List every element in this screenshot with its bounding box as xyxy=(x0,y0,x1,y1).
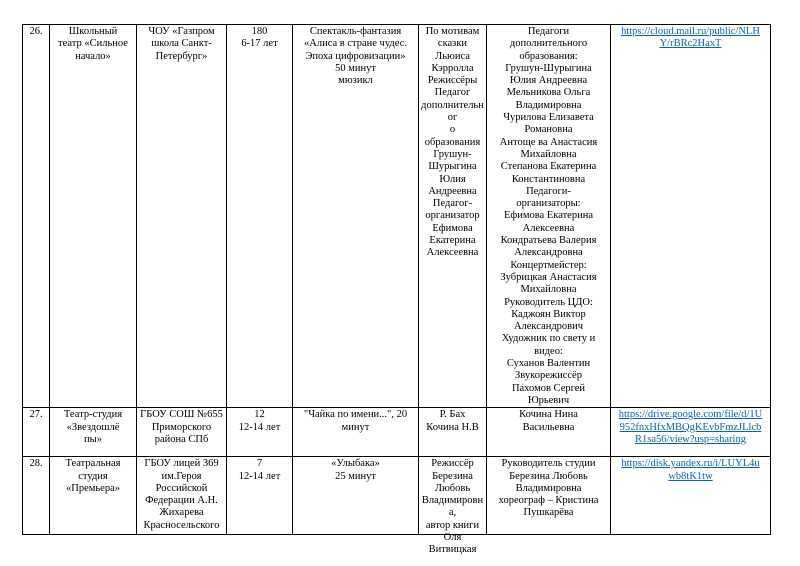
row-number: 26. xyxy=(23,25,50,408)
performance: "Чайка по имени...", 20 минут xyxy=(293,408,419,457)
video-link[interactable]: https://disk.yandex.ru/i/LUYL4u wb8tK1tw xyxy=(621,458,760,482)
creative-team: Педагоги дополнительного образования: Грушун-Шурыгина Юлия Андреевна Мельникова Ольга Владимировна Чурилова Елизавета Романовна Антоще ва Анастасия Михайловна Степанова Екатерина Константиновна Педагоги- организаторы: Ефимова Екатерина Алексеевна Кондратьева Валерия Александровна Концертмейстер: Зубрицкая Анастасия Михайловна Руководитель ЦДО: Каджоян Виктор Александрович Художник по свету и видео: Суханов Валентин Звукорежиссёр Пахомов Сергей Юрьевич xyxy=(487,25,611,408)
participants-table xyxy=(22,24,771,556)
participants-count: 7 12-14 лет xyxy=(227,457,293,535)
video-link-cell xyxy=(611,457,771,535)
authors-directors: Р. Бах Кочина Н.В xyxy=(419,408,487,457)
video-link-cell xyxy=(611,25,771,408)
creative-team: Кочина Нина Васильевна xyxy=(487,408,611,457)
video-link-cell xyxy=(611,408,771,457)
row-number: 28. xyxy=(23,457,50,535)
table-row xyxy=(23,457,771,535)
participants-count: 12 12-14 лет xyxy=(227,408,293,457)
theatre-name: Театральная студия «Премьера» xyxy=(50,457,137,535)
participants-count: 180 6-17 лет xyxy=(227,25,293,408)
organization: ЧОУ «Газпром школа Санкт- Петербург» xyxy=(137,25,227,408)
row-number: 27. xyxy=(23,408,50,457)
theatre-name: Театр-студия «Звездошлё пы» xyxy=(50,408,137,457)
video-link[interactable]: https://cloud.mail.ru/public/NLH Y/rBRc2HaxT xyxy=(621,26,760,50)
theatre-name: Школьный театр «Сильное начало» xyxy=(50,25,137,408)
video-link[interactable]: https://drive.google.com/file/d/1U 952fnxHfxMBQgKEvbFmzJLlcb R1sa56/view?usp=sharing xyxy=(618,409,763,445)
performance: Спектакль-фантазия «Алиса в стране чудес. Эпоха цифровизации» 50 минут мюзикл xyxy=(293,25,419,408)
organization: ГБОУ СОШ №655 Приморского района СПб xyxy=(137,408,227,457)
table-row xyxy=(23,408,771,457)
organization: ГБОУ лицей 369 им.Героя Российской Федерации А.Н. Жихарева Красносельского xyxy=(137,457,227,535)
table-row xyxy=(23,25,771,408)
authors-directors: Режиссёр Березина Любовь Владимировна, автор книги Оля Витвицкая xyxy=(419,457,487,535)
creative-team: Руководитель студии Березина Любовь Владимировна хореограф – Кристина Пушкарёва xyxy=(487,457,611,535)
authors-directors: По мотивам сказки Льюиса Кэрролла Режиссёры Педагог дополнительног о образования Грушун- Шурыгина Юлия Андреевна Педагог- организатор Ефимова Екатерина Алексеевна xyxy=(419,25,487,408)
performance: «Улыбака» 25 минут xyxy=(293,457,419,535)
